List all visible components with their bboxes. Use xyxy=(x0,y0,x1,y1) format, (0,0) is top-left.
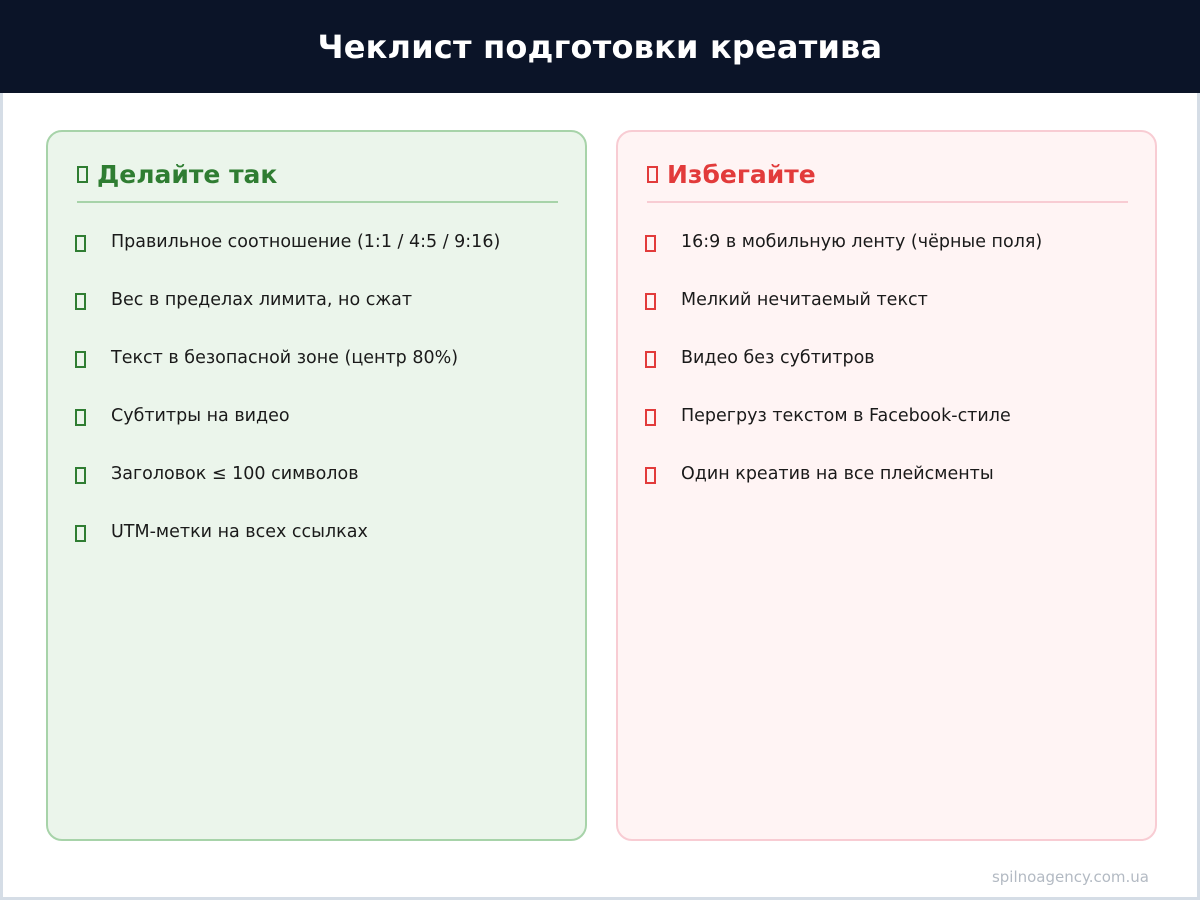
do-card-header xyxy=(77,158,556,190)
list-item xyxy=(77,405,556,427)
check-icon xyxy=(75,351,86,368)
footer-site: spilnoagency.com.ua xyxy=(991,868,1149,886)
do-list xyxy=(77,231,556,543)
do-card xyxy=(46,130,587,841)
cross-icon xyxy=(645,293,656,310)
check-icon xyxy=(75,293,86,310)
list-item-text: Один креатив на все плейсменты xyxy=(681,464,994,484)
check-icon xyxy=(75,409,86,426)
list-item-text: Заголовок ≤ 100 символов xyxy=(111,464,359,484)
avoid-card xyxy=(616,130,1157,841)
list-item xyxy=(77,463,556,485)
list-item xyxy=(647,405,1126,427)
avoid-card-header xyxy=(647,158,1126,190)
cross-icon xyxy=(645,235,656,252)
check-icon xyxy=(75,525,86,542)
list-item xyxy=(647,463,1126,485)
avoid-list xyxy=(647,231,1126,485)
check-icon xyxy=(75,235,86,252)
list-item-text: Субтитры на видео xyxy=(111,406,290,426)
avoid-card-divider xyxy=(647,201,1128,203)
list-item xyxy=(647,347,1126,369)
do-card-title: Делайте так xyxy=(97,159,278,189)
list-item-text: Перегруз текстом в Facebook-стиле xyxy=(681,406,1011,426)
list-item xyxy=(647,231,1126,253)
list-item xyxy=(77,289,556,311)
do-card-divider xyxy=(77,201,558,203)
list-item-text: Правильное соотношение (1:1 / 4:5 / 9:16) xyxy=(111,232,501,252)
list-item xyxy=(77,521,556,543)
page-title: Чеклист подготовки креатива xyxy=(317,27,883,66)
avoid-card-title: Избегайте xyxy=(667,159,816,189)
check-icon xyxy=(77,166,88,183)
list-item-text: Мелкий нечитаемый текст xyxy=(681,290,928,310)
header-bar xyxy=(0,0,1200,93)
cross-icon xyxy=(647,166,658,183)
cross-icon xyxy=(645,409,656,426)
list-item xyxy=(77,347,556,369)
list-item-text: Вес в пределах лимита, но сжат xyxy=(111,290,413,310)
list-item-text: UTM-метки на всех ссылках xyxy=(111,522,368,542)
list-item-text: Текст в безопасной зоне (центр 80%) xyxy=(111,348,459,368)
cross-icon xyxy=(645,351,656,368)
cross-icon xyxy=(645,467,656,484)
list-item-text: 16:9 в мобильную ленту (чёрные поля) xyxy=(681,232,1043,252)
check-icon xyxy=(75,467,86,484)
list-item xyxy=(77,231,556,253)
list-item xyxy=(647,289,1126,311)
list-item-text: Видео без субтитров xyxy=(681,348,875,368)
